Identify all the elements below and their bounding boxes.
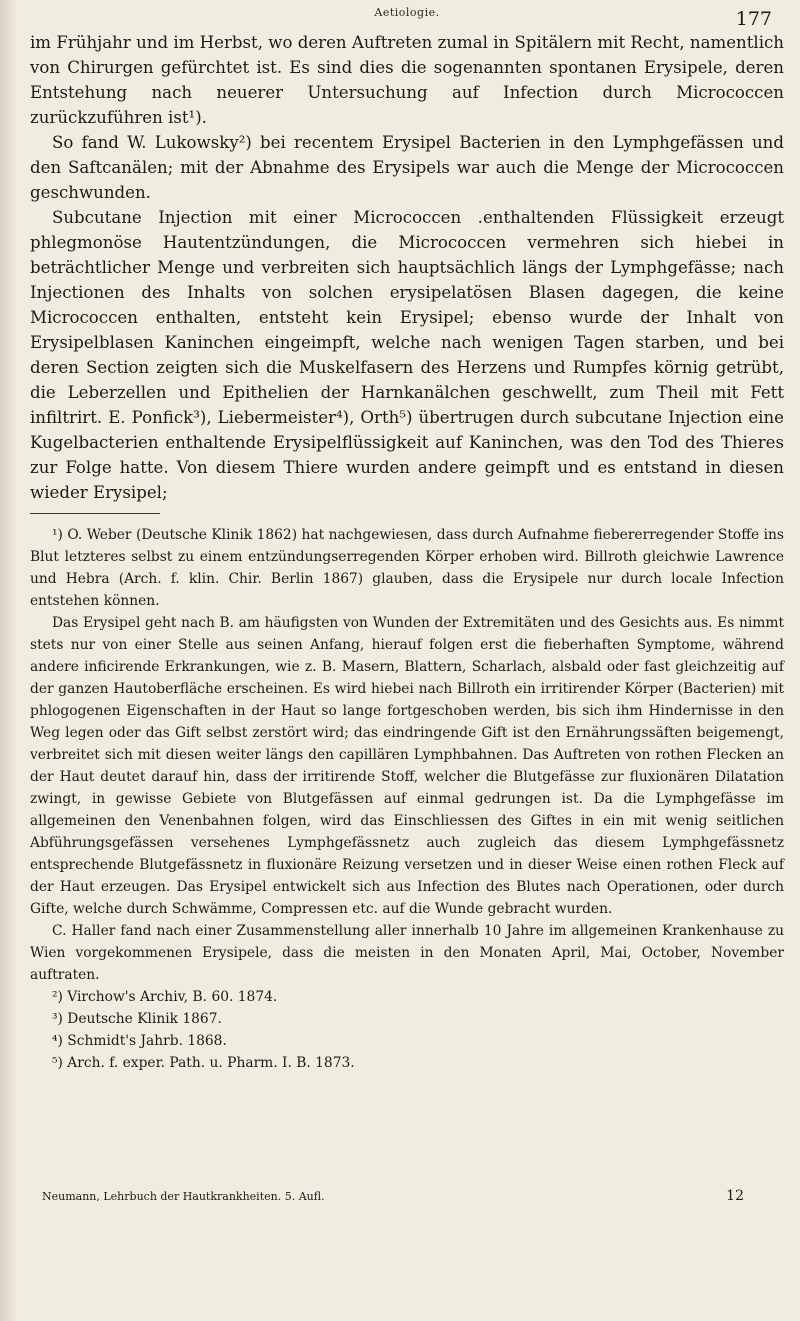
page-footer (30, 1190, 784, 1210)
signature-mark: 12 (726, 1188, 744, 1204)
paragraph-3: Subcutane Injection mit einer Micrococcen .enthaltenden Flüssigkeit erzeugt phlegmonöse Hautentzündungen, die Micrococcen vermehren sich hiebei in beträchtlicher Menge und verbreiten sich hauptsächlich längs der Lymphgefässe; nach Injectionen des Inhalts von solchen erysipelatösen Blasen dagegen, die keine Micrococcen enthalten, entsteht kein Erysipel; ebenso wurde der Inhalt von Erysipelblasen Kaninchen eingeimpft, welche nach wenigen Tagen starben, und bei deren Section zeigten sich die Muskelfasern des Herzens und Rumpfes körnig getrübt, die Leberzellen und Epithelien der Harnkanälchen geschwellt, zum Theil mit Fett infiltrirt. E. Ponfick³), Liebermeister⁴), Orth⁵) übertrugen durch subcutane Injection eine Kugelbacterien enthaltende Erysipelflüssigkeit auf Kaninchen, was den Tod des Thieres zur Folge hatte. Von diesem Thiere wurden andere geimpft und es entstand in diesen wieder Erysipel; (30, 208, 784, 502)
footnote-4: ⁴) Schmidt's Jahrb. 1868. (52, 1033, 227, 1049)
footnote-1-para-2: Das Erysipel geht nach B. am häufigsten von Wunden der Extremitäten und des Gesichts aus. Es nimmt stets nur von einer Stelle aus seinen Anfang, hierauf folgen erst die fieberhaften Symptome, während andere inficirende Erkrankungen, wie z. B. Masern, Blattern, Scharlach, alsbald oder fast gleichzeitig auf der ganzen Hautoberfläche erscheinen. Es wird hiebei nach Billroth ein irritirender Körper (Bacterien) mit phlogogenen Eigenschaften in der Haut so lange fortgeschoben werden, bis sich ihm Hindernisse in den Weg legen oder das Gift selbst zerstört wird; das eindringende Gift ist den Ernährungssäften beigemengt, verbreitet sich mit diesen weiter längs den capillären Lymphbahnen. Das Auftreten von rothen Flecken an der Haut deutet darauf hin, dass der irritirende Stoff, welcher die Blutgefässe zur fluxionären Dilatation zwingt, in gewisse Gebiete von Blutgefässen auf einmal gedrungen ist. Da die Lymphgefässe im allgemeinen den Venenbahnen folgen, wird das Einschliessen des Giftes in ein mit wenig seitlichen Abführungsgefässen versehenes Lymphgefässnetz auch zugleich das diesem Lymphgefässnetz entsprechende Blutgefässnetz in fluxionäre Reizung versetzen und in dieser Weise einen rothen Fleck auf der Haut erzeugen. Das Erysipel entwickelt sich aus Infection des Blutes nach Operationen, oder durch Gifte, welche durch Schwämme, Compressen etc. auf die Wunde gebracht wurden. (30, 615, 784, 917)
main-text (30, 30, 784, 505)
paragraph-2: So fand W. Lukowsky²) bei recentem Erysipel Bacterien in den Lymphgefässen und den Saftcanälen; mit der Abnahme des Erysipels war auch die Menge der Micrococcen geschwunden. (30, 133, 784, 202)
running-head: Aetiologie. (374, 6, 440, 19)
footnote-block (30, 524, 784, 1074)
footer-imprint: Neumann, Lehrbuch der Hautkrankheiten. 5. Aufl. (42, 1190, 325, 1203)
page-number: 177 (735, 8, 772, 30)
footnote-1-para-3: C. Haller fand nach einer Zusammenstellung aller innerhalb 10 Jahre im allgemeinen Krankenhause zu Wien vorgekommenen Erysipele, dass die meisten in den Monaten April, Mai, October, November auftraten. (30, 923, 784, 983)
page-gutter-shadow (0, 0, 16, 1321)
body-text (30, 30, 784, 1074)
footnote-2: ²) Virchow's Archiv, B. 60. 1874. (52, 989, 278, 1005)
book-page (30, 0, 784, 1321)
page-header (30, 2, 784, 32)
paragraph-1: im Frühjahr und im Herbst, wo deren Auftreten zumal in Spitälern mit Recht, namentlich von Chirurgen gefürchtet ist. Es sind dies die sogenannten spontanen Erysipele, deren Entstehung nach neuerer Untersuchung auf Infection durch Micrococcen zurückzuführen ist¹). (30, 33, 784, 127)
footnote-5: ⁵) Arch. f. exper. Path. u. Pharm. I. B. 1873. (52, 1055, 355, 1071)
footnote-separator (30, 513, 160, 514)
footnote-3: ³) Deutsche Klinik 1867. (52, 1011, 222, 1027)
footnote-1-para-1: ¹) O. Weber (Deutsche Klinik 1862) hat nachgewiesen, dass durch Aufnahme fiebererregender Stoffe ins Blut letzteres selbst zu einem entzündungserregenden Körper erhoben wird. Billroth gleichwie Lawrence und Hebra (Arch. f. klin. Chir. Berlin 1867) glauben, dass die Erysipele nur durch locale Infection entstehen können. (30, 527, 784, 609)
